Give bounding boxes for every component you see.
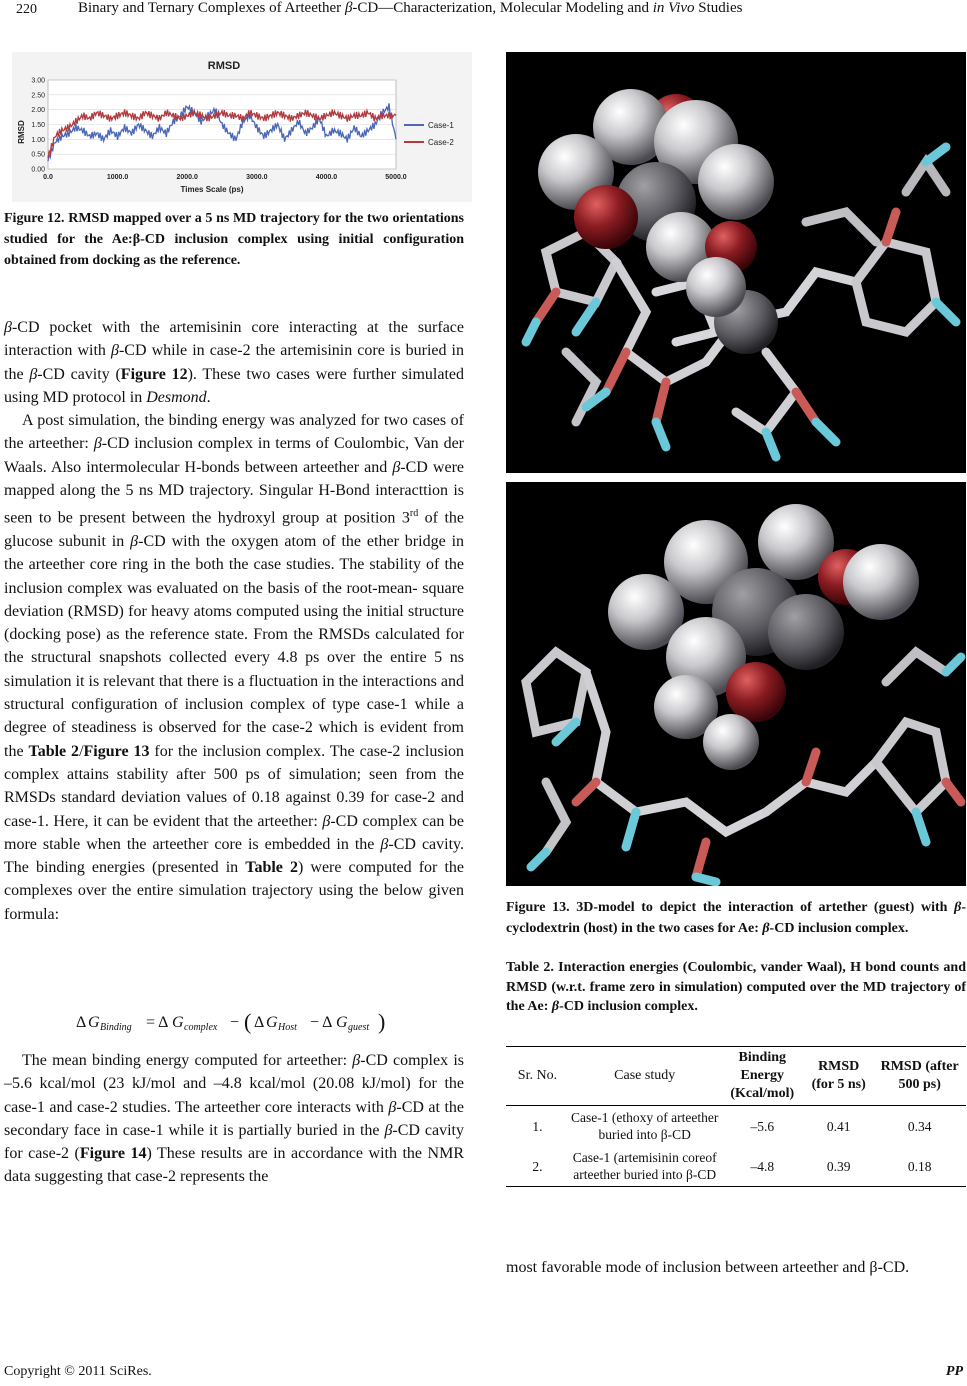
cell-rmsd-500ps: 0.18 [907,1158,932,1174]
chart-xlabel: Times Scale (ps) [180,185,244,194]
right-column-tail: most favorable mode of inclusion between arteether and β-CD. [506,1259,910,1276]
table2 [506,1046,966,1187]
molecular-model-case2 [506,482,966,886]
figure13-caption: Figure 13. 3D-model to depict the interaction of artether (guest) with β-cyclodextrin (host) in the two cases for Ae: β-CD inclusion complex. [506,900,966,936]
table-row [506,1106,966,1147]
molecular-model-case1 [506,52,966,473]
header-binding-energy: Binding Energy (Kcal/mol) [730,1050,795,1101]
header-rmsd-5ns: RMSD (for 5 ns) [811,1059,866,1092]
molecular-model-case2-drawing [506,482,966,886]
footer-copyright: Copyright © 2011 SciRes. [4,1364,152,1379]
left-column-text [4,316,464,926]
table2-caption: Table 2. Interaction energies (Coulombic, vander Waal), H bond counts and RMSD (w.r.t. frame zero in simulation) computed over the MD trajectory of the Ae: β-CD inclusion complex. [506,960,966,1014]
header-case-study: Case study [614,1068,676,1083]
figure12-caption: Figure 12. RMSD mapped over a 5 ns MD trajectory for the two orientations studied for the Ae:β-CD inclusion complex using initial configuration obtained from docking as the reference. [4,211,464,268]
y-tick-label: 1.50 [31,122,45,129]
paragraph-1: β-CD pocket with the artemisinin core interacting at the surface interaction with β-CD while in case-2 the artemisinin core is buried in the β-CD cavity (Figure 12). These two cases were further simulated using MD protocol in Desmond. [4,319,465,406]
cell-binding-energy: –4.8 [750,1158,775,1174]
chart-ylabel: RMSD [17,120,26,144]
cell-case-study: Case-1 (ethoxy of arteether buried into β-CD [571,1110,719,1142]
paragraph-3: The mean binding energy computed for arteether: β-CD complex is –5.6 kcal/mol (23 kJ/mol and –4.8 kcal/mol (20.08 kJ/mol) for the case-1 and case-2 studies. The arteether core interacts with β-CD at the secondary face in case-1 while it is partially buried in the β-CD cavity for case-2 (Figure 14) These results are in accordance with the NMR data suggesting that case-2 represents the [4,1052,465,1186]
x-tick-label: 3000.0 [246,174,268,181]
cell-rmsd-5ns: 0.41 [826,1118,851,1134]
x-tick-label: 1000.0 [106,174,129,181]
y-tick-label: 0.50 [31,151,45,159]
footer-journal: PP [945,1364,963,1379]
x-tick-label: 2000.0 [176,174,198,181]
legend-label: Case-2 [428,138,454,147]
running-title: Binary and Ternary Complexes of Arteether β-CD—Characterization, Molecular Modeling and in Vivo Studies [78,0,743,16]
header-rmsd-500ps: RMSD (after 500 ps) [880,1059,959,1092]
y-tick-label: 2.50 [31,92,45,100]
header-sr-no: Sr. No. [517,1068,558,1083]
legend-label: Case-1 [428,121,454,130]
x-tick-label: 5000.0 [385,174,407,181]
y-tick-label: 2.00 [31,107,45,115]
cell-case-study: Case-1 (artemisinin coreof arteether buried into β-CD [572,1150,717,1182]
molecular-model-case1-drawing [506,52,966,473]
cell-rmsd-5ns: 0.39 [826,1158,851,1174]
cell-sr-no: 2. [532,1158,543,1174]
y-tick-label: 0.00 [31,166,45,174]
y-tick-label: 3.00 [31,77,45,85]
x-tick-label: 0.0 [43,174,53,181]
cell-rmsd-500ps: 0.34 [907,1118,932,1134]
table-header-row [506,1047,966,1106]
page-number: 220 [16,2,37,17]
chart-title: RMSD [207,60,241,72]
table-row [506,1146,966,1187]
left-column-text-2 [4,1049,464,1189]
cell-sr-no: 1. [532,1118,543,1134]
binding-energy-formula: Δ G Binding = Δ G complex − ( Δ G Host − Δ G guest ) [76,1009,386,1034]
x-tick-label: 4000.0 [315,174,338,181]
rmsd-chart [12,52,472,202]
cell-binding-energy: –5.6 [750,1118,775,1134]
y-tick-label: 1.00 [31,136,45,144]
chart-axes [31,78,406,182]
paragraph-2: A post simulation, the binding energy was analyzed for two cases of the arteether: β-CD inclusion complex in terms of Coulombic, Van der Waals. Also intermolecular H-bonds between arteether and β-CD were mapped along the 5 ns MD trajectory. Singular H-Bond interacttion is seen to be present between the hydroxyl group at position 3rd of the glucose subunit in β-CD with the oxygen atom of the ether bridge in the arteether core ring in the both the case studies. The stability of the inclusion complex was evaluated on the basis of the root-mean- square deviation (RMSD) for heavy atoms computed using the initial structure (docking pose) as the reference state. From the RMSDs calculated for the structural snapshots collected every 4.8 ps over the entire 5 ns simulation it is relevant that there is a fluctuation in the interactions and structural configuration of inclusion complex of type case-1 while a degree of steadiness is observed for the case-2 which is evident from the Table 2/Figure 13 for the inclusion complex. The case-2 inclusion complex attains stability after 500 ps of simulation; seen from the RMSDs standard deviation values of 0.18 against 0.39 for case-2 and case-1. Here, it can be evident that the arteether: β-CD complex can be more stable when the arteether core is embedded in the β-CD cavity. The binding energies (presented in Table 2) were computed for the complexes over the entire simulation trajectory using the below given formula: [4,412,465,923]
